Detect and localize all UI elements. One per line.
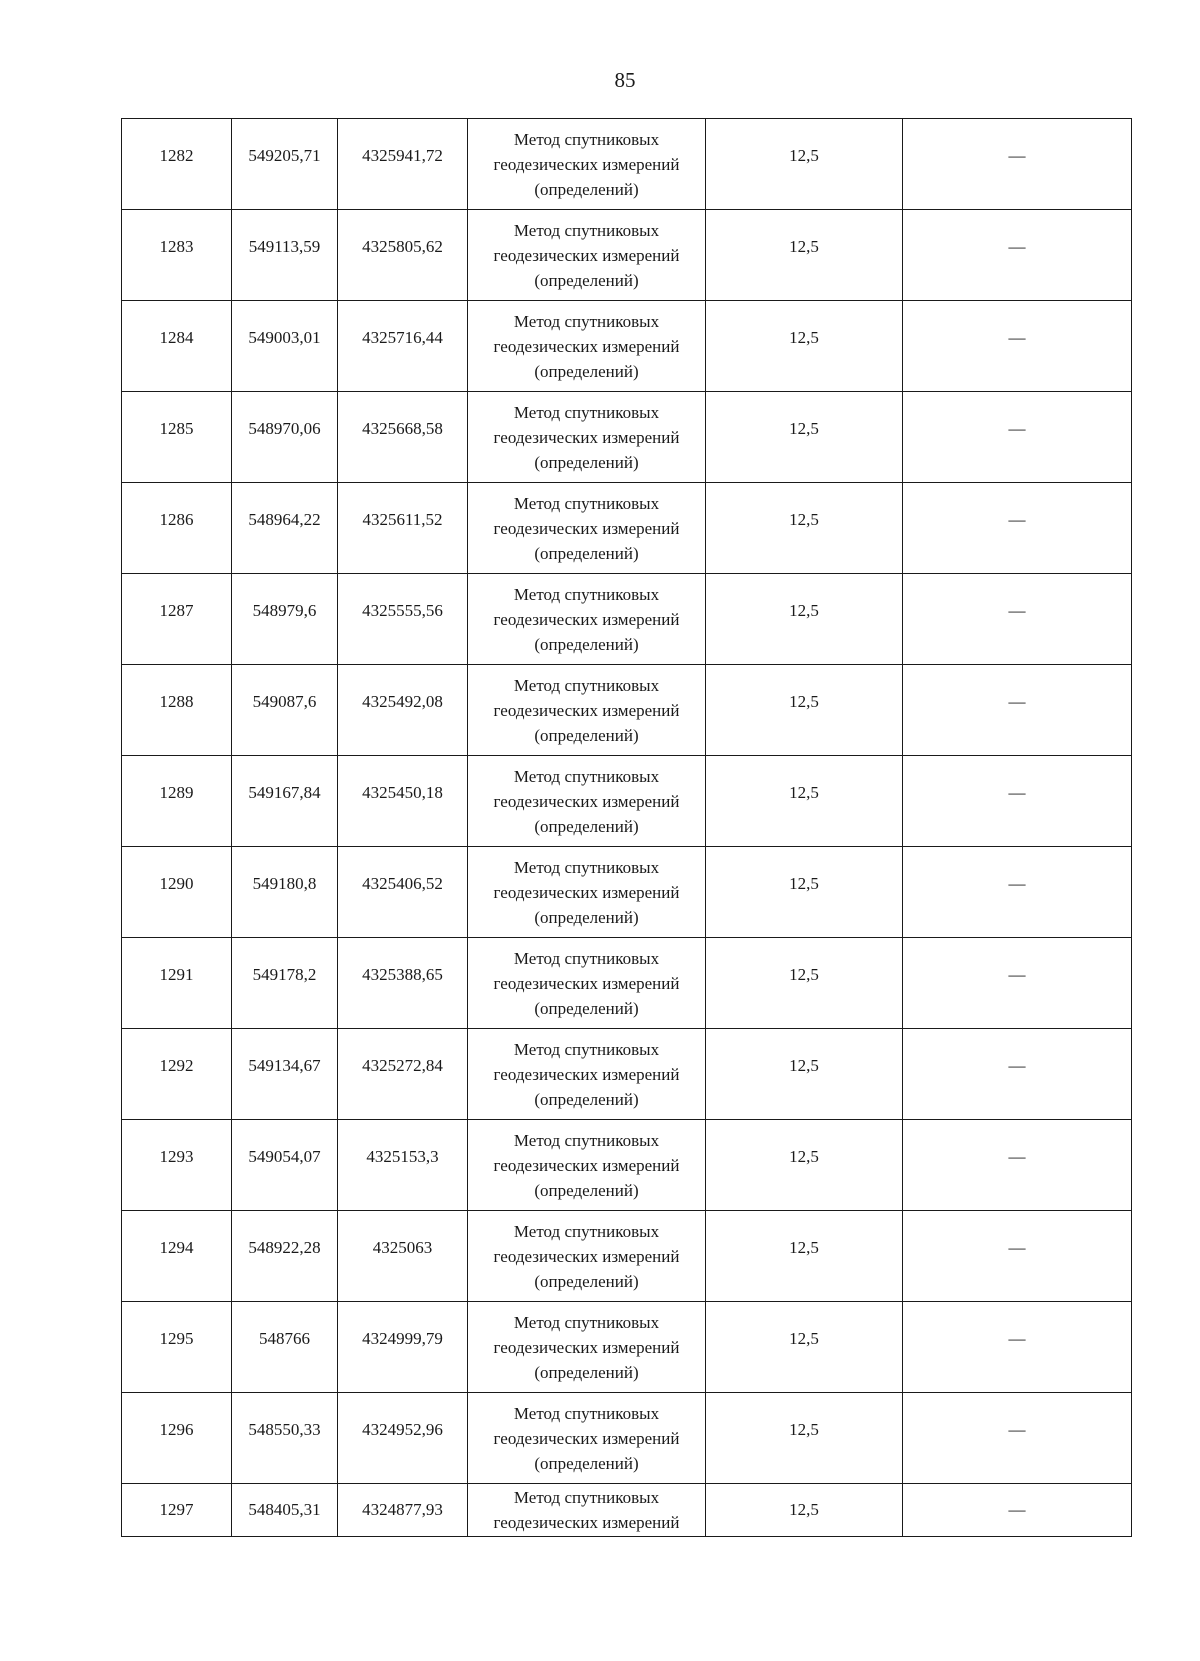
coordinate-y-cell — [338, 392, 468, 483]
method-line: Метод спутниковых — [513, 857, 660, 877]
description-cell-text: — — [1008, 965, 1026, 984]
method-line: геодезических измерений — [493, 609, 680, 629]
coordinate-y-cell-text: 4325555,56 — [362, 601, 443, 620]
accuracy-cell-text: 12,5 — [789, 1500, 819, 1519]
coordinate-x-cell-text: 549087,6 — [252, 692, 317, 711]
method-line: (определений) — [534, 1089, 639, 1109]
description-cell — [903, 938, 1132, 1029]
accuracy-cell-text: 12,5 — [789, 1238, 819, 1257]
point-number-cell-text: 1288 — [159, 692, 194, 711]
method-line: геодезических измерений — [493, 154, 680, 174]
description-cell — [903, 756, 1132, 847]
point-number-cell — [122, 574, 232, 665]
point-number-cell — [122, 847, 232, 938]
coordinate-y-cell-text: 4325611,52 — [362, 510, 443, 529]
accuracy-cell-text: 12,5 — [789, 1329, 819, 1348]
coordinate-x-cell-text: 548964,22 — [248, 510, 321, 529]
accuracy-cell-text: 12,5 — [789, 1147, 819, 1166]
coordinate-y-cell-text: 4325716,44 — [362, 328, 443, 347]
point-number-cell — [122, 392, 232, 483]
method-cell — [468, 119, 706, 210]
coordinate-x-cell-text: 549205,71 — [248, 146, 321, 165]
description-cell — [903, 847, 1132, 938]
coordinate-x-cell — [232, 210, 338, 301]
description-cell-text: — — [1008, 237, 1026, 256]
description-cell — [903, 1029, 1132, 1120]
table-row — [122, 574, 1132, 665]
method-line: Метод спутниковых — [513, 493, 660, 513]
point-number-cell-text: 1289 — [159, 783, 194, 802]
point-number-cell — [122, 1302, 232, 1393]
description-cell — [903, 210, 1132, 301]
coordinate-x-cell-text: 549003,01 — [248, 328, 321, 347]
coordinate-x-cell — [232, 1120, 338, 1211]
table-row — [122, 1393, 1132, 1484]
method-line: геодезических измерений — [493, 882, 680, 902]
accuracy-cell-text: 12,5 — [789, 419, 819, 438]
accuracy-cell — [706, 301, 903, 392]
coordinate-y-cell-text: 4325668,58 — [362, 419, 443, 438]
coordinate-x-cell — [232, 574, 338, 665]
description-cell — [903, 1211, 1132, 1302]
method-cell — [468, 483, 706, 574]
coordinate-x-cell — [232, 301, 338, 392]
coordinate-x-cell — [232, 1302, 338, 1393]
method-line: Метод спутниковых — [513, 402, 660, 422]
coordinate-y-cell — [338, 847, 468, 938]
coordinate-y-cell — [338, 938, 468, 1029]
coordinate-x-cell-text: 548405,31 — [248, 1500, 321, 1519]
method-line: геодезических измерений — [493, 1155, 680, 1175]
description-cell-text: — — [1008, 328, 1026, 347]
method-line: Метод спутниковых — [513, 584, 660, 604]
description-cell — [903, 1302, 1132, 1393]
table-row — [122, 392, 1132, 483]
description-cell-text: — — [1008, 601, 1026, 620]
method-line: (определений) — [534, 1453, 639, 1473]
table-body — [122, 119, 1132, 1537]
method-line: Метод спутниковых — [513, 766, 660, 786]
method-cell — [468, 665, 706, 756]
method-line: (определений) — [534, 816, 639, 836]
point-number-cell — [122, 756, 232, 847]
accuracy-cell — [706, 392, 903, 483]
point-number-cell-text: 1287 — [159, 601, 194, 620]
coordinate-x-cell-text: 549167,84 — [248, 783, 321, 802]
table-row — [122, 301, 1132, 392]
method-cell — [468, 1484, 706, 1537]
coordinate-y-cell — [338, 756, 468, 847]
method-line: Метод спутниковых — [513, 311, 660, 331]
method-line: (определений) — [534, 1362, 639, 1382]
coordinate-x-cell — [232, 483, 338, 574]
accuracy-cell — [706, 665, 903, 756]
coordinate-y-cell-text: 4324952,96 — [362, 1420, 443, 1439]
accuracy-cell — [706, 1029, 903, 1120]
coordinate-x-cell-text: 548979,6 — [252, 601, 317, 620]
page-number: 85 — [614, 68, 636, 92]
method-line: Метод спутниковых — [513, 1130, 660, 1150]
coordinate-x-cell-text: 549178,2 — [252, 965, 317, 984]
point-number-cell-text: 1295 — [159, 1329, 194, 1348]
accuracy-cell-text: 12,5 — [789, 1420, 819, 1439]
method-line: (определений) — [534, 270, 639, 290]
point-number-cell-text: 1297 — [159, 1500, 194, 1519]
accuracy-cell — [706, 1211, 903, 1302]
point-number-cell — [122, 483, 232, 574]
method-cell — [468, 1393, 706, 1484]
coordinate-y-cell — [338, 665, 468, 756]
method-line: Метод спутниковых — [513, 1312, 660, 1332]
description-cell — [903, 119, 1132, 210]
coordinate-x-cell — [232, 847, 338, 938]
method-line: геодезических измерений — [493, 336, 680, 356]
method-cell — [468, 574, 706, 665]
point-number-cell-text: 1283 — [159, 237, 194, 256]
point-number-cell-text: 1286 — [159, 510, 194, 529]
description-cell — [903, 483, 1132, 574]
coordinate-y-cell — [338, 574, 468, 665]
method-cell — [468, 1120, 706, 1211]
description-cell-text: — — [1008, 783, 1026, 802]
coordinate-x-cell — [232, 1029, 338, 1120]
coordinates-table — [121, 118, 1132, 1537]
point-number-cell — [122, 1211, 232, 1302]
table-row — [122, 1484, 1132, 1537]
accuracy-cell — [706, 210, 903, 301]
method-line: Метод спутниковых — [513, 675, 660, 695]
point-number-cell — [122, 210, 232, 301]
description-cell — [903, 301, 1132, 392]
method-cell — [468, 210, 706, 301]
coordinate-y-cell — [338, 1302, 468, 1393]
description-cell — [903, 665, 1132, 756]
point-number-cell — [122, 1029, 232, 1120]
accuracy-cell-text: 12,5 — [789, 237, 819, 256]
method-line: геодезических измерений — [493, 1064, 680, 1084]
accuracy-cell-text: 12,5 — [789, 692, 819, 711]
coordinate-x-cell — [232, 938, 338, 1029]
coordinate-y-cell-text: 4325492,08 — [362, 692, 443, 711]
table-row — [122, 756, 1132, 847]
accuracy-cell-text: 12,5 — [789, 510, 819, 529]
point-number-cell-text: 1285 — [159, 419, 194, 438]
accuracy-cell-text: 12,5 — [789, 874, 819, 893]
accuracy-cell-text: 12,5 — [789, 146, 819, 165]
description-cell — [903, 1484, 1132, 1537]
point-number-cell-text: 1292 — [159, 1056, 194, 1075]
method-cell — [468, 392, 706, 483]
method-line: (определений) — [534, 634, 639, 654]
table-row — [122, 1302, 1132, 1393]
table-row — [122, 938, 1132, 1029]
method-line: (определений) — [534, 1180, 639, 1200]
coordinate-y-cell-text: 4325406,52 — [362, 874, 443, 893]
method-cell — [468, 1029, 706, 1120]
accuracy-cell — [706, 1393, 903, 1484]
coordinate-y-cell — [338, 1029, 468, 1120]
coordinate-x-cell — [232, 1484, 338, 1537]
coordinate-y-cell-text: 4325450,18 — [362, 783, 443, 802]
point-number-cell — [122, 119, 232, 210]
method-line: Метод спутниковых — [513, 948, 660, 968]
method-line: геодезических измерений — [493, 700, 680, 720]
method-line: (определений) — [534, 543, 639, 563]
method-cell — [468, 1302, 706, 1393]
table-row — [122, 847, 1132, 938]
accuracy-cell — [706, 756, 903, 847]
coordinate-y-cell-text: 4325153,3 — [366, 1147, 439, 1166]
method-cell — [468, 847, 706, 938]
point-number-cell-text: 1294 — [159, 1238, 194, 1257]
coordinate-y-cell-text: 4325388,65 — [362, 965, 443, 984]
coordinate-x-cell-text: 548550,33 — [248, 1420, 321, 1439]
method-line: Метод спутниковых — [513, 1221, 660, 1241]
description-cell-text: — — [1008, 419, 1026, 438]
coordinate-y-cell-text: 4324877,93 — [362, 1500, 443, 1519]
method-line: геодезических измерений — [493, 791, 680, 811]
method-line: геодезических измерений — [493, 973, 680, 993]
description-cell-text: — — [1008, 1147, 1026, 1166]
coordinate-y-cell-text: 4325941,72 — [362, 146, 443, 165]
coordinate-y-cell-text: 4324999,79 — [362, 1329, 443, 1348]
accuracy-cell — [706, 119, 903, 210]
coordinate-y-cell — [338, 210, 468, 301]
point-number-cell — [122, 665, 232, 756]
coordinate-x-cell — [232, 1393, 338, 1484]
point-number-cell-text: 1282 — [159, 146, 194, 165]
accuracy-cell-text: 12,5 — [789, 328, 819, 347]
coordinate-y-cell — [338, 301, 468, 392]
table-row — [122, 483, 1132, 574]
table-row — [122, 210, 1132, 301]
point-number-cell-text: 1291 — [159, 965, 194, 984]
coordinate-x-cell-text: 549134,67 — [248, 1056, 321, 1075]
coordinate-x-cell-text: 549113,59 — [248, 237, 321, 256]
method-cell — [468, 301, 706, 392]
method-line: Метод спутниковых — [513, 1488, 660, 1507]
description-cell-text: — — [1008, 874, 1026, 893]
coordinate-x-cell-text: 549180,8 — [252, 874, 317, 893]
method-line: геодезических измерений — [493, 1428, 680, 1448]
accuracy-cell — [706, 574, 903, 665]
accuracy-cell — [706, 483, 903, 574]
point-number-cell-text: 1290 — [159, 874, 194, 893]
method-line: (определений) — [534, 361, 639, 381]
accuracy-cell-text: 12,5 — [789, 965, 819, 984]
accuracy-cell-text: 12,5 — [789, 601, 819, 620]
accuracy-cell — [706, 1120, 903, 1211]
coordinate-x-cell-text: 549054,07 — [248, 1147, 321, 1166]
coordinate-y-cell — [338, 483, 468, 574]
method-line: Метод спутниковых — [513, 220, 660, 240]
method-line: геодезических измерений — [493, 1513, 680, 1532]
method-cell — [468, 1211, 706, 1302]
accuracy-cell — [706, 847, 903, 938]
description-cell-text: — — [1008, 1056, 1026, 1075]
method-line: геодезических измерений — [493, 427, 680, 447]
description-cell-text: — — [1008, 1500, 1026, 1519]
description-cell — [903, 392, 1132, 483]
method-line: (определений) — [534, 725, 639, 745]
accuracy-cell — [706, 938, 903, 1029]
coordinate-x-cell — [232, 1211, 338, 1302]
accuracy-cell — [706, 1302, 903, 1393]
method-line: геодезических измерений — [493, 518, 680, 538]
point-number-cell — [122, 301, 232, 392]
coordinate-y-cell — [338, 1393, 468, 1484]
coordinate-x-cell — [232, 756, 338, 847]
table-row — [122, 665, 1132, 756]
point-number-cell — [122, 1393, 232, 1484]
method-line: (определений) — [534, 998, 639, 1018]
point-number-cell — [122, 1484, 232, 1537]
method-line: (определений) — [534, 1271, 639, 1291]
method-line: геодезических измерений — [493, 245, 680, 265]
coordinate-x-cell — [232, 119, 338, 210]
coordinate-x-cell-text: 548970,06 — [248, 419, 321, 438]
description-cell-text: — — [1008, 146, 1026, 165]
table-row — [122, 1120, 1132, 1211]
coordinate-y-cell — [338, 1484, 468, 1537]
method-line: Метод спутниковых — [513, 129, 660, 149]
accuracy-cell-text: 12,5 — [789, 1056, 819, 1075]
method-cell — [468, 938, 706, 1029]
coordinate-x-cell-text: 548922,28 — [248, 1238, 321, 1257]
description-cell-text: — — [1008, 1238, 1026, 1257]
coordinate-y-cell-text: 4325272,84 — [362, 1056, 443, 1075]
point-number-cell-text: 1284 — [159, 328, 194, 347]
point-number-cell — [122, 1120, 232, 1211]
description-cell — [903, 1393, 1132, 1484]
coordinate-x-cell — [232, 665, 338, 756]
coordinate-y-cell-text: 4325805,62 — [362, 237, 443, 256]
method-line: геодезических измерений — [493, 1246, 680, 1266]
accuracy-cell-text: 12,5 — [789, 783, 819, 802]
point-number-cell-text: 1293 — [159, 1147, 194, 1166]
table-row — [122, 1211, 1132, 1302]
description-cell-text: — — [1008, 510, 1026, 529]
method-cell — [468, 756, 706, 847]
coordinate-x-cell-text: 548766 — [259, 1329, 310, 1348]
description-cell-text: — — [1008, 1420, 1026, 1439]
method-line: Метод спутниковых — [513, 1039, 660, 1059]
description-cell — [903, 574, 1132, 665]
coordinate-y-cell — [338, 1120, 468, 1211]
method-line: Метод спутниковых — [513, 1403, 660, 1423]
description-cell-text: — — [1008, 1329, 1026, 1348]
method-line: (определений) — [534, 179, 639, 199]
point-number-cell — [122, 938, 232, 1029]
table-row — [122, 119, 1132, 210]
coordinate-y-cell — [338, 119, 468, 210]
method-line: (определений) — [534, 907, 639, 927]
accuracy-cell — [706, 1484, 903, 1537]
coordinate-x-cell — [232, 392, 338, 483]
coordinate-y-cell — [338, 1211, 468, 1302]
description-cell-text: — — [1008, 692, 1026, 711]
description-cell — [903, 1120, 1132, 1211]
coordinate-y-cell-text: 4325063 — [372, 1238, 433, 1257]
table-row — [122, 1029, 1132, 1120]
method-line: (определений) — [534, 452, 639, 472]
method-line: геодезических измерений — [493, 1337, 680, 1357]
point-number-cell-text: 1296 — [159, 1420, 194, 1439]
